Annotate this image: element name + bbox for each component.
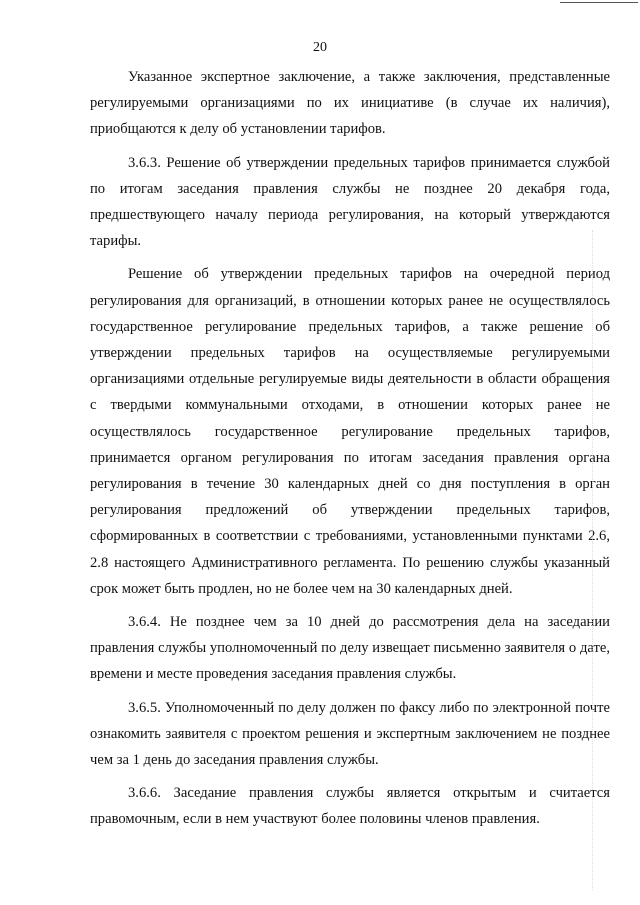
page-number: 20 [313,40,327,55]
scan-edge-line [560,2,638,3]
paragraph-3-6-3: 3.6.3. Решение об утверждении предельных тарифов принимается службой по итогам заседания правления службы не позднее 20 декабря года, предшествующего началу периода регулирования, на который утверждаются тарифы. [90,154,610,250]
scan-margin-artifact [592,230,599,890]
paragraph-3-6-5: 3.6.5. Уполномоченный по делу должен по факсу либо по электронной почте ознакомить заявителя с проектом решения и экспертным заключением не позднее чем за 1 день до заседания правления службы. [90,699,610,769]
paragraph-3-6-4: 3.6.4. Не позднее чем за 10 дней до рассмотрения дела на заседании правления службы уполномоченный по делу извещает письменно заявителя о дате, времени и месте проведения заседания правления службы. [90,614,610,683]
paragraph-3-6-6: 3.6.6. Заседание правления службы является открытым и считается правомочным, если в нем участвуют более половины членов правления. [90,785,610,828]
paragraph-expert-conclusion: Указанное экспертное заключение, а также заключения, представленные регулируемыми организациями по их инициативе (в случае их наличия), приобщаются к делу об установлении тарифов. [90,69,610,138]
document-body [90,64,610,840]
paragraph-decision-new-period: Решение об утверждении предельных тарифов на очередной период регулирования для организаций, в отношении которых ранее не осуществлялось государственное регулирование предельных тарифов, а также решение об утверждении предельных тарифов на осуществляемые регулируемыми организациями отдельные регулируемые виды деятельности в области обращения с твердыми коммунальными отходами, в отношении которых ранее не осуществлялось государственное регулирование предельных тарифов, принимается органом регулирования по итогам заседания правления органа регулирования в течение 30 календарных дней со дня поступления в орган регулирования предложений об утверждении предельных тарифов, сформированных в соответствии с требованиями, установленными пунктами 2.6, 2.8 настоящего Административного регламента. По решению службы указанный срок может быть продлен, но не более чем на 30 календарных дней. [90,266,610,597]
